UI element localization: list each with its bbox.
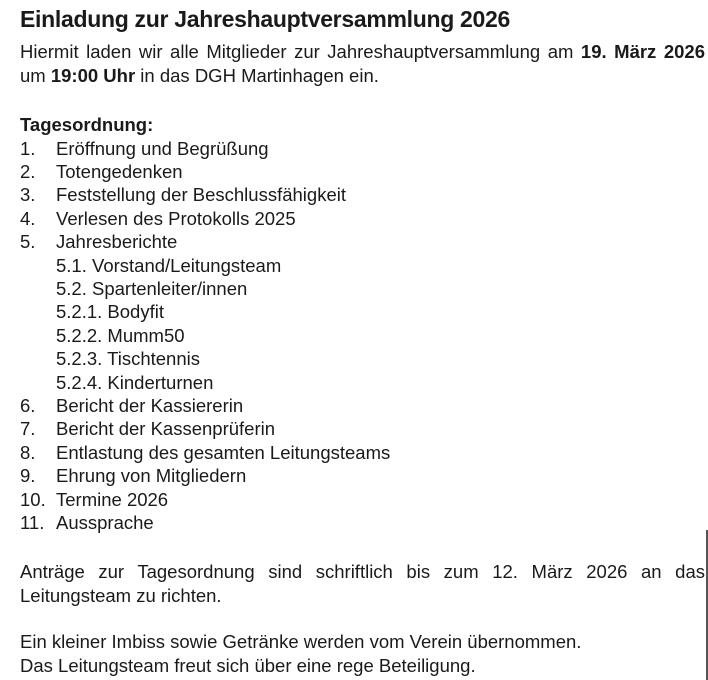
agenda-item-number: 11. (20, 512, 45, 533)
agenda-item-number: 7. (20, 418, 36, 440)
intro-text: in das DGH Martinhagen ein. (135, 64, 379, 86)
agenda-subitem-text: 5.2.2. Mumm50 (56, 324, 185, 346)
agenda-item-number: 5. (20, 231, 36, 253)
agenda-subitem (20, 347, 705, 370)
agenda-item (20, 394, 705, 417)
agenda-list (20, 137, 705, 535)
agenda-item-number: 4. (20, 207, 36, 229)
agenda-subitem-text: 5.1. Vorstand/Leitungsteam (56, 254, 282, 276)
agenda-item-number: 8. (20, 441, 36, 463)
agenda-item-text: Feststellung der Beschlussfähigkeit (56, 184, 346, 206)
agenda-item-number: 6. (20, 394, 36, 416)
agenda-item-number: 3. (20, 184, 36, 206)
intro-paragraph (20, 40, 705, 87)
agenda-item-text: Bericht der Kassenprüferin (56, 418, 276, 440)
agenda-subitem (20, 254, 705, 277)
agenda-item-text: Ehrung von Mitgliedern (56, 465, 247, 487)
agenda-item-number: 9. (20, 465, 36, 487)
agenda-subitem-text: 5.2.4. Kinderturnen (56, 371, 214, 393)
agenda-subitem (20, 324, 705, 347)
agenda-subitem (20, 277, 705, 300)
meeting-time: 19:00 Uhr (50, 64, 136, 86)
agenda-subitem (20, 371, 705, 394)
agenda-item (20, 160, 705, 183)
motions-paragraph: Anträge zur Tagesordnung sind schriftlich bis zum 12. März 2026 an das Leitungsteam zu richten. (20, 561, 705, 606)
agenda-subitem-text: 5.2.3. Tischtennis (56, 348, 200, 370)
agenda-subitem-text: 5.2.1. Bodyfit (56, 301, 164, 323)
closing-line: Das Leitungsteam freut sich über eine rege Beteiligung. (20, 654, 476, 676)
agenda-item-text: Jahresberichte (56, 231, 178, 253)
agenda-item-number: 10. (20, 488, 46, 510)
agenda-item (20, 488, 705, 511)
agenda-subitem-text: 5.2. Spartenleiter/innen (56, 277, 248, 299)
agenda-item-text: Termine 2026 (56, 488, 169, 510)
agenda-item-number: 2. (20, 160, 36, 182)
intro-text: Hiermit laden wir alle Mitglieder zur Jahreshauptversammlung am (20, 41, 581, 62)
agenda-item (20, 137, 705, 160)
agenda-item (20, 207, 705, 230)
meeting-date: 19. März 2026 (580, 41, 705, 62)
agenda-heading: Tagesordnung: (20, 114, 154, 135)
agenda-item-text: Totengedenken (56, 160, 183, 182)
agenda-item (20, 441, 705, 464)
agenda-item-text: Bericht der Kassiererin (56, 394, 244, 416)
document-title: Einladung zur Jahreshauptversammlung 2026 (20, 6, 511, 32)
agenda-item-text: Eröffnung und Begrüßung (56, 137, 269, 159)
agenda-subitem (20, 300, 705, 323)
document (20, 0, 705, 677)
agenda-item (20, 230, 705, 253)
agenda-item (20, 417, 705, 440)
agenda-item (20, 464, 705, 487)
agenda-item (20, 183, 705, 206)
agenda-item-text: Entlastung des gesamten Leitungsteams (56, 441, 391, 463)
closing-paragraph (20, 630, 705, 677)
agenda-item-text: Verlesen des Protokolls 2025 (56, 207, 296, 229)
agenda-item (20, 511, 705, 534)
closing-line: Ein kleiner Imbiss sowie Getränke werden vom Verein übernommen. (20, 631, 582, 653)
intro-text: um (20, 64, 51, 86)
agenda-item-text: Aussprache (56, 512, 154, 533)
agenda-item-number: 1. (20, 137, 36, 159)
